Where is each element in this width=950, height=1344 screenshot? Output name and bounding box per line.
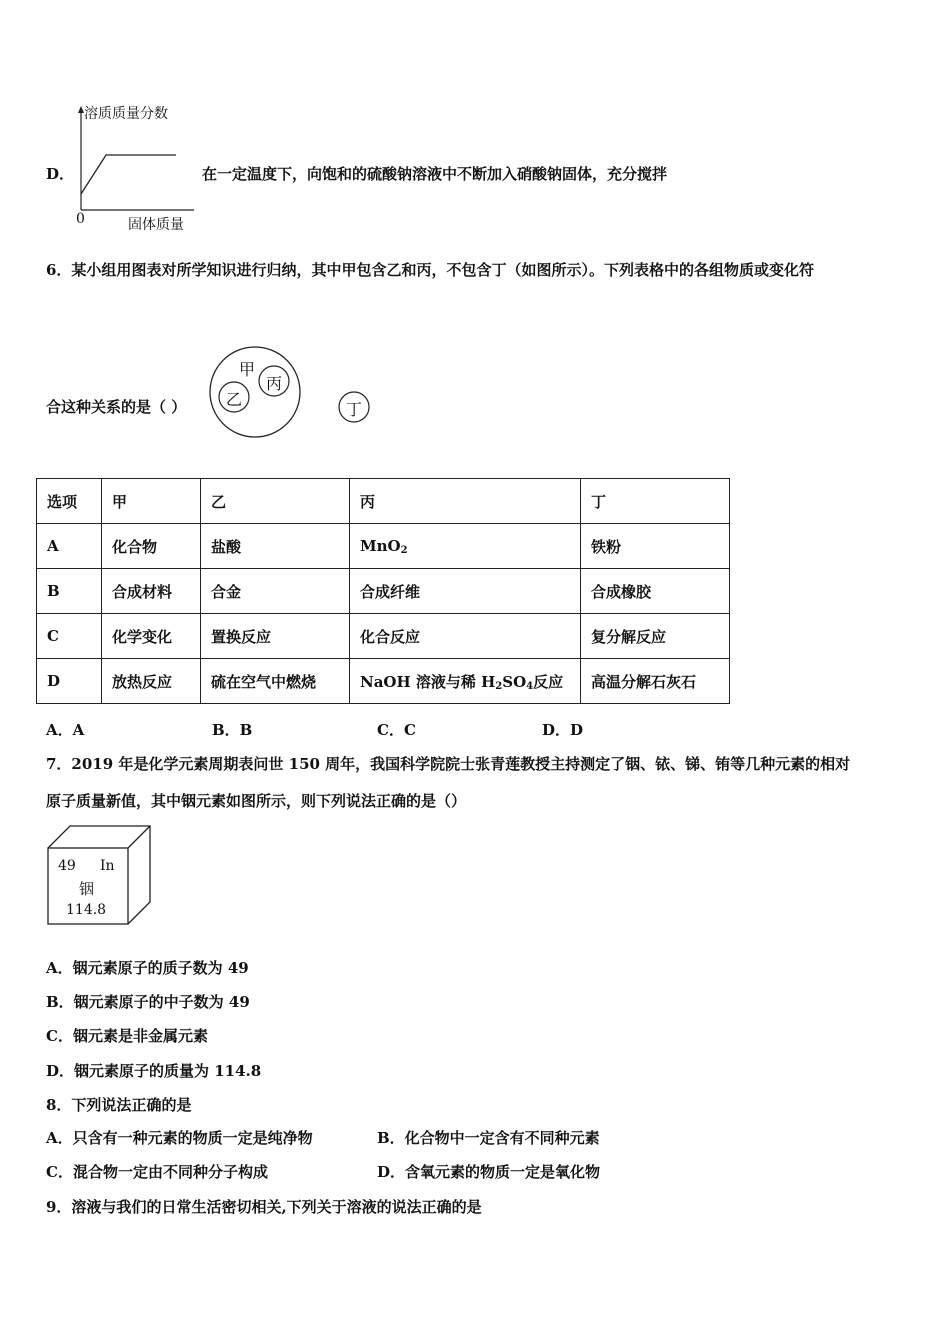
table-cell: 铁粉 (581, 524, 730, 569)
q8-option-b: B．化合物中一定含有不同种元素 (377, 1129, 600, 1147)
q8-option-c: C．混合物一定由不同种分子构成 (46, 1163, 268, 1181)
table-cell: 合成材料 (102, 569, 201, 614)
table-header: 丁 (581, 479, 730, 524)
table-cell: 化合物 (102, 524, 201, 569)
q6-option-c: C．C (377, 721, 416, 739)
table-cell: 合成纤维 (350, 569, 581, 614)
table-cell: B (37, 569, 102, 614)
q5-option-d-text: 在一定温度下，向饱和的硫酸钠溶液中不断加入硝酸钠固体，充分搅拌 (202, 165, 668, 183)
table-cell: 合成橡胶 (581, 569, 730, 614)
table-cell: A (37, 524, 102, 569)
element-symbol: In (100, 858, 115, 874)
table-header-row (37, 479, 730, 524)
set-diagram (206, 343, 376, 443)
table-row (37, 659, 730, 704)
element-card (46, 824, 156, 928)
table-cell-mno2 (350, 524, 581, 569)
graph-x-label: 固体质量 (128, 217, 184, 233)
element-name: 铟 (79, 880, 95, 898)
formula-mno: MnO (360, 537, 401, 555)
graph-curve (81, 155, 176, 194)
table-header: 甲 (102, 479, 201, 524)
formula-naoh: NaOH 溶液与稀 H (360, 672, 496, 691)
table-header: 选项 (37, 479, 102, 524)
q6-option-b: B．B (212, 721, 253, 739)
q7-stem-line2: 原子质量新值，其中铟元素如图所示，则下列说法正确的是（） (46, 792, 467, 810)
label-bing: 丙 (266, 374, 283, 393)
table-cell: 复分解反应 (581, 614, 730, 659)
graph-origin: 0 (76, 211, 85, 227)
table-cell: 合金 (201, 569, 350, 614)
q8-stem: 8．下列说法正确的是 (46, 1096, 192, 1114)
q8-option-d: D．含氧元素的物质一定是氧化物 (377, 1163, 601, 1181)
table-cell: 高温分解石灰石 (581, 659, 730, 704)
q7-option-d: D．铟元素原子的质量为 114.8 (46, 1062, 262, 1080)
q7-stem-line1: 7．2019 年是化学元素周期表问世 150 周年，我国科学院院士张青莲教授主持测定了铟、铱、锑、铕等几种元素的相对 (46, 755, 851, 773)
graph-y-label: 溶质质量分数 (84, 106, 168, 122)
table-row (37, 569, 730, 614)
q6-option-d: D．D (542, 721, 584, 739)
q7-option-c: C．铟元素是非金属元素 (46, 1027, 208, 1045)
q6-stem-line1: 6．某小组用图表对所学知识进行归纳，其中甲包含乙和丙，不包含丁（如图所示）。下列表格中的各组物质或变化符 (46, 261, 814, 279)
q7-option-a: A．铟元素原子的质子数为 49 (46, 959, 249, 977)
table-row (37, 614, 730, 659)
label-ding: 丁 (346, 400, 363, 419)
table-header: 丙 (350, 479, 581, 524)
label-yi: 乙 (226, 390, 243, 409)
formula-so: SO (502, 672, 527, 691)
table-cell: 化学变化 (102, 614, 201, 659)
element-number: 49 (58, 858, 76, 874)
card-edge (128, 826, 150, 848)
table-cell: 化合反应 (350, 614, 581, 659)
q6-stem-line2: 合这种关系的是（ ） (46, 398, 187, 416)
element-mass: 114.8 (66, 902, 107, 918)
table-cell: 放热反应 (102, 659, 201, 704)
q9-stem: 9．溶液与我们的日常生活密切相关,下列关于溶液的说法正确的是 (46, 1198, 482, 1216)
table-cell: D (37, 659, 102, 704)
q6-table (36, 478, 730, 704)
table-row (37, 524, 730, 569)
formula-sub: 2 (400, 545, 408, 556)
formula-tail: 反应 (533, 672, 564, 691)
formula-sub: 2 (495, 680, 503, 692)
table-header: 乙 (201, 479, 350, 524)
formula-sub: 4 (526, 680, 534, 692)
q8-option-a: A．只含有一种元素的物质一定是纯净物 (46, 1129, 313, 1147)
q5-option-d-label: D． (46, 165, 75, 183)
table-cell: 置换反应 (201, 614, 350, 659)
q6-option-a: A．A (46, 721, 85, 739)
table-cell: C (37, 614, 102, 659)
table-cell: 硫在空气中燃烧 (201, 659, 350, 704)
label-jia: 甲 (239, 360, 256, 379)
q7-option-b: B．铟元素原子的中子数为 49 (46, 993, 250, 1011)
table-cell: 盐酸 (201, 524, 350, 569)
table-cell-naoh (350, 659, 581, 704)
